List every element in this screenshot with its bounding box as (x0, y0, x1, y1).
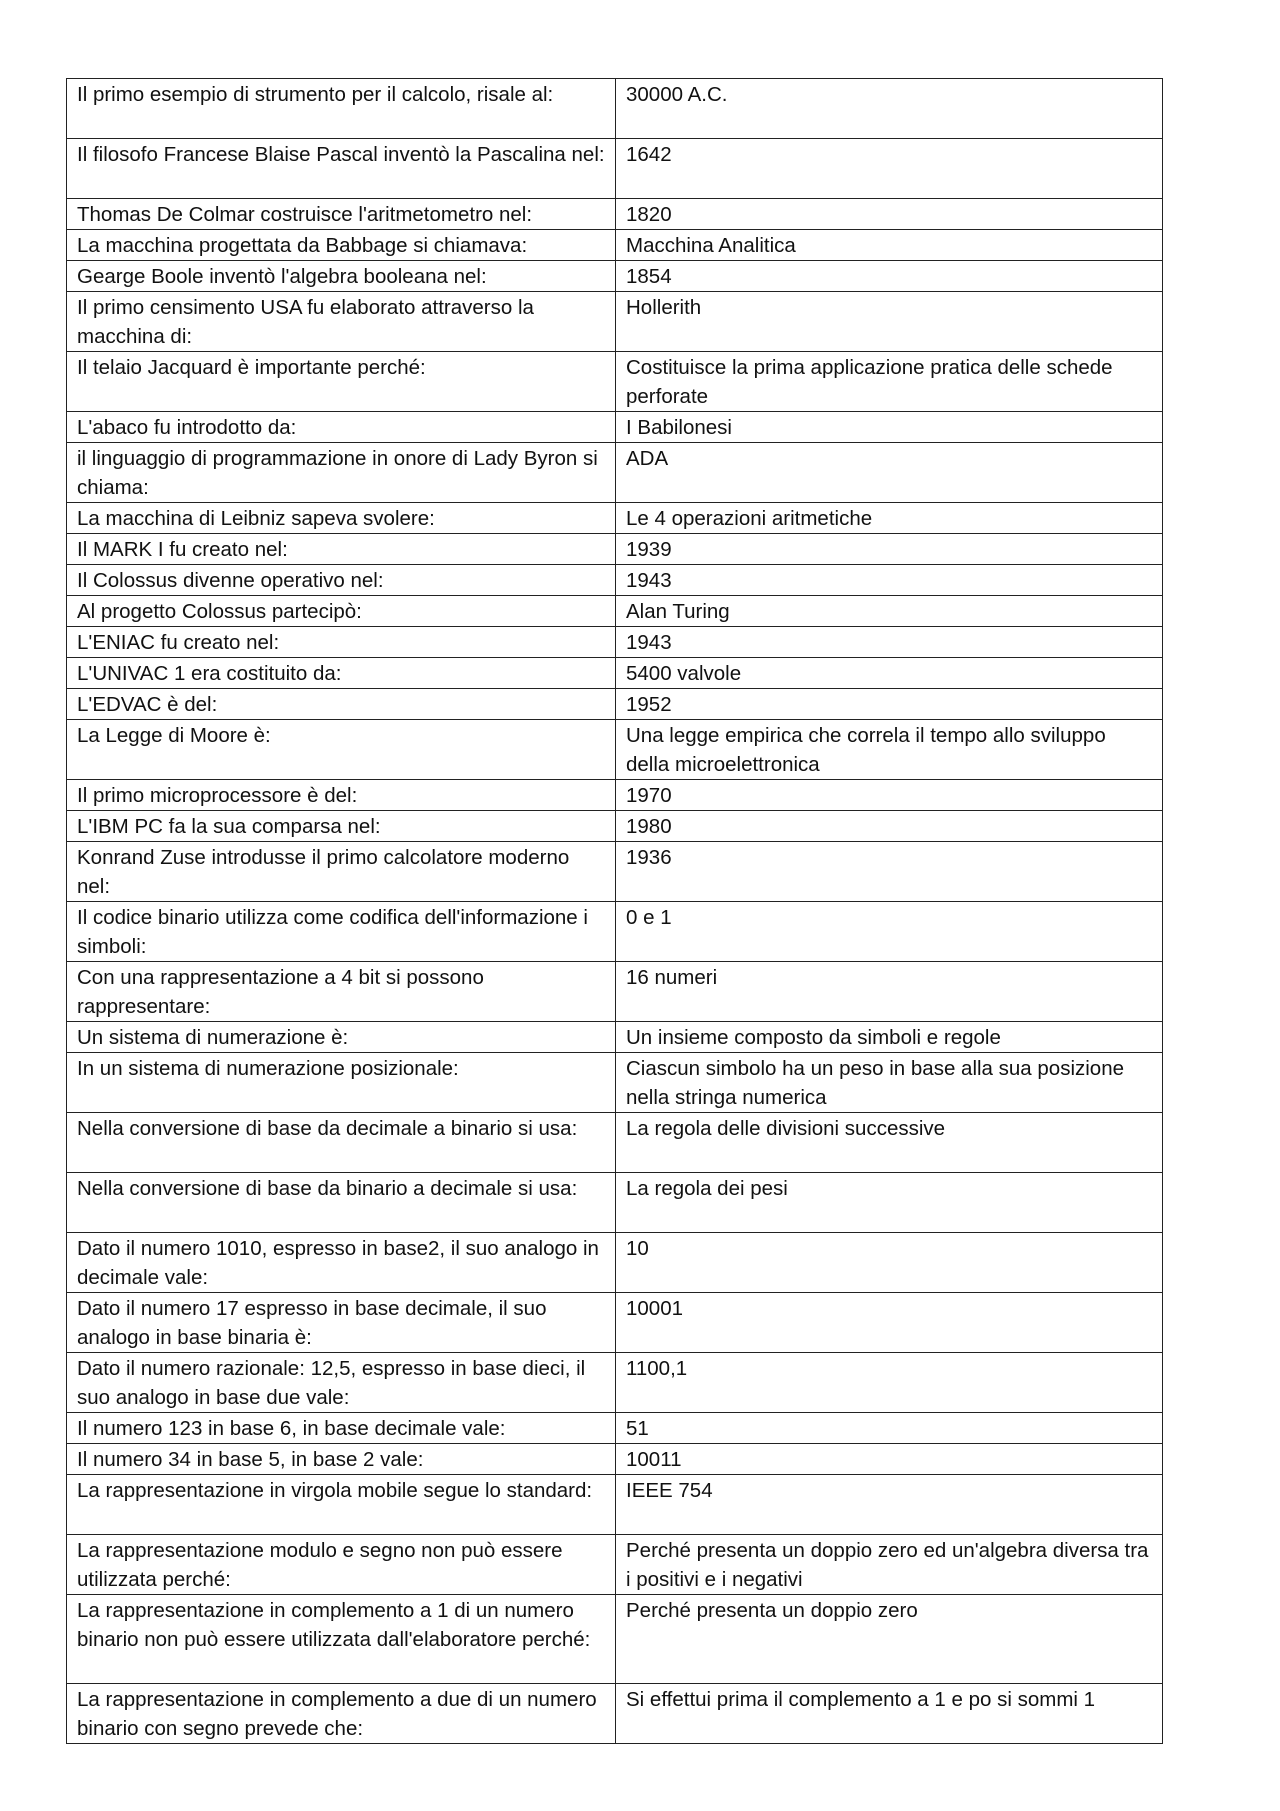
question-cell: L'abaco fu introdotto da: (67, 412, 616, 443)
answer-cell: 1939 (616, 534, 1163, 565)
answer-cell: 1100,1 (616, 1353, 1163, 1413)
answer-cell: Ciascun simbolo ha un peso in base alla sua posizione nella stringa numerica (616, 1053, 1163, 1113)
question-cell: La rappresentazione in virgola mobile segue lo standard: (67, 1475, 616, 1535)
question-cell: Dato il numero razionale: 12,5, espresso in base dieci, il suo analogo in base due vale: (67, 1353, 616, 1413)
answer-cell: 0 e 1 (616, 902, 1163, 962)
table-row (67, 1053, 1163, 1113)
table-row (67, 811, 1163, 842)
question-cell: Un sistema di numerazione è: (67, 1022, 616, 1053)
question-cell: L'ENIAC fu creato nel: (67, 627, 616, 658)
table-row (67, 79, 1163, 139)
table-row (67, 1173, 1163, 1233)
question-cell: Il MARK I fu creato nel: (67, 534, 616, 565)
question-cell: Gearge Boole inventò l'algebra booleana nel: (67, 261, 616, 292)
table-row (67, 292, 1163, 352)
table-row (67, 658, 1163, 689)
table-row (67, 534, 1163, 565)
question-cell: Dato il numero 17 espresso in base decimale, il suo analogo in base binaria è: (67, 1293, 616, 1353)
question-cell: Il numero 34 in base 5, in base 2 vale: (67, 1444, 616, 1475)
question-cell: Dato il numero 1010, espresso in base2, il suo analogo in decimale vale: (67, 1233, 616, 1293)
table-row (67, 902, 1163, 962)
question-cell: La rappresentazione in complemento a due di un numero binario con segno prevede che: (67, 1684, 616, 1744)
table-row (67, 1113, 1163, 1173)
question-cell: Il primo microprocessore è del: (67, 780, 616, 811)
table-row (67, 199, 1163, 230)
answer-cell: Costituisce la prima applicazione pratica delle schede perforate (616, 352, 1163, 412)
answer-cell: 30000 A.C. (616, 79, 1163, 139)
question-cell: Konrand Zuse introdusse il primo calcolatore moderno nel: (67, 842, 616, 902)
question-cell: L'EDVAC è del: (67, 689, 616, 720)
table-row (67, 1535, 1163, 1595)
table-row (67, 1353, 1163, 1413)
answer-cell: 1943 (616, 565, 1163, 596)
table-row (67, 689, 1163, 720)
question-cell: Il Colossus divenne operativo nel: (67, 565, 616, 596)
table-row (67, 1413, 1163, 1444)
question-cell: La rappresentazione in complemento a 1 di un numero binario non può essere utilizzata dall'elaboratore perché: (67, 1595, 616, 1684)
answer-cell: Una legge empirica che correla il tempo allo sviluppo della microelettronica (616, 720, 1163, 780)
answer-cell: Perché presenta un doppio zero (616, 1595, 1163, 1684)
answer-cell: Un insieme composto da simboli e regole (616, 1022, 1163, 1053)
question-cell: Il filosofo Francese Blaise Pascal inventò la Pascalina nel: (67, 139, 616, 199)
question-cell: Nella conversione di base da binario a decimale si usa: (67, 1173, 616, 1233)
answer-cell: Alan Turing (616, 596, 1163, 627)
answer-cell: I Babilonesi (616, 412, 1163, 443)
answer-cell: La regola delle divisioni successive (616, 1113, 1163, 1173)
answer-cell: 10 (616, 1233, 1163, 1293)
table-row (67, 962, 1163, 1022)
answer-cell: ADA (616, 443, 1163, 503)
table-row (67, 139, 1163, 199)
answer-cell: La regola dei pesi (616, 1173, 1163, 1233)
answer-cell: Perché presenta un doppio zero ed un'algebra diversa tra i positivi e i negativi (616, 1535, 1163, 1595)
answer-cell: 16 numeri (616, 962, 1163, 1022)
answer-cell: IEEE 754 (616, 1475, 1163, 1535)
answer-cell: 1970 (616, 780, 1163, 811)
answer-cell: 10011 (616, 1444, 1163, 1475)
table-row (67, 443, 1163, 503)
table-row (67, 1595, 1163, 1684)
question-cell: In un sistema di numerazione posizionale: (67, 1053, 616, 1113)
question-cell: La macchina progettata da Babbage si chiamava: (67, 230, 616, 261)
table-row (67, 1475, 1163, 1535)
table-row (67, 565, 1163, 596)
answer-cell: 5400 valvole (616, 658, 1163, 689)
question-cell: il linguaggio di programmazione in onore di Lady Byron si chiama: (67, 443, 616, 503)
table-row (67, 261, 1163, 292)
table-row (67, 720, 1163, 780)
question-cell: La rappresentazione modulo e segno non può essere utilizzata perché: (67, 1535, 616, 1595)
question-cell: Il codice binario utilizza come codifica dell'informazione i simboli: (67, 902, 616, 962)
answer-cell: Hollerith (616, 292, 1163, 352)
question-cell: Il primo esempio di strumento per il calcolo, risale al: (67, 79, 616, 139)
table-row (67, 352, 1163, 412)
question-cell: L'IBM PC fa la sua comparsa nel: (67, 811, 616, 842)
table-row (67, 412, 1163, 443)
question-cell: Il telaio Jacquard è importante perché: (67, 352, 616, 412)
question-cell: Il primo censimento USA fu elaborato attraverso la macchina di: (67, 292, 616, 352)
question-cell: Con una rappresentazione a 4 bit si possono rappresentare: (67, 962, 616, 1022)
table-row (67, 627, 1163, 658)
question-cell: La macchina di Leibniz sapeva svolere: (67, 503, 616, 534)
question-cell: Nella conversione di base da decimale a binario si usa: (67, 1113, 616, 1173)
table-row (67, 1233, 1163, 1293)
table-row (67, 842, 1163, 902)
answer-cell: 1642 (616, 139, 1163, 199)
qa-table (66, 78, 1163, 1744)
answer-cell: 1854 (616, 261, 1163, 292)
table-row (67, 1022, 1163, 1053)
question-cell: Thomas De Colmar costruisce l'aritmetometro nel: (67, 199, 616, 230)
question-cell: Il numero 123 in base 6, in base decimale vale: (67, 1413, 616, 1444)
answer-cell: 1936 (616, 842, 1163, 902)
answer-cell: 51 (616, 1413, 1163, 1444)
question-cell: Al progetto Colossus partecipò: (67, 596, 616, 627)
answer-cell: 1952 (616, 689, 1163, 720)
answer-cell: Le 4 operazioni aritmetiche (616, 503, 1163, 534)
answer-cell: 1943 (616, 627, 1163, 658)
table-row (67, 1684, 1163, 1744)
answer-cell: Si effettui prima il complemento a 1 e po si sommi 1 (616, 1684, 1163, 1744)
answer-cell: Macchina Analitica (616, 230, 1163, 261)
table-row (67, 503, 1163, 534)
table-row (67, 230, 1163, 261)
question-cell: L'UNIVAC 1 era costituito da: (67, 658, 616, 689)
answer-cell: 10001 (616, 1293, 1163, 1353)
table-row (67, 596, 1163, 627)
answer-cell: 1820 (616, 199, 1163, 230)
table-row (67, 780, 1163, 811)
question-cell: La Legge di Moore è: (67, 720, 616, 780)
answer-cell: 1980 (616, 811, 1163, 842)
table-row (67, 1444, 1163, 1475)
table-row (67, 1293, 1163, 1353)
